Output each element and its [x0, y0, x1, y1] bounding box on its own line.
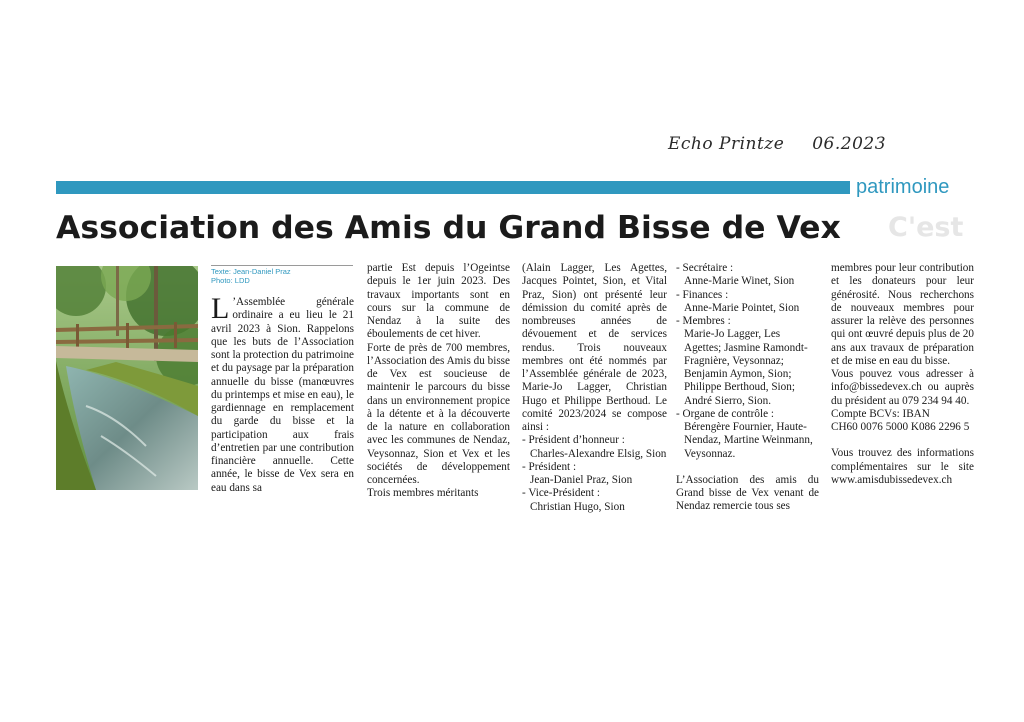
article-column-2 — [367, 262, 510, 501]
committee-name: Anne-Marie Winet, Sion — [684, 275, 795, 288]
committee-role: - Vice-Président : — [522, 487, 601, 500]
committee-role: - Président : — [522, 460, 577, 473]
article-paragraph: Trois membres méritants — [367, 487, 479, 500]
article-lead-text: ’Assemblée générale ordinaire a eu lieu le 21 avril 2023 à Sion. Rappelons que les buts de l’Association sont la protection du patrimoine et du paysage par la préparation annuelle du bisse (manœuvres du printemps et mise en eau), le gardiennage en remplacement du garde du bisse et la participation aux frais d’entretien par une contribution financière annuelle. Cette année, le bisse de Vex sera en eau dans sa — [211, 296, 354, 494]
committee-name: Christian Hugo, Sion — [530, 500, 625, 513]
committee-role: - Secrétaire : — [676, 262, 734, 274]
article-credits — [211, 265, 353, 285]
handwritten-date: 06.2023 — [812, 134, 887, 154]
credit-photo: Photo: LDD — [211, 276, 250, 285]
credit-text-author: Texte: Jean-Daniel Praz — [211, 267, 291, 276]
adjacent-article-ghost-title: C'est — [888, 212, 964, 243]
article-paragraph: Vous pouvez vous adresser à info@bissedevex.ch ou auprès du président au 079 234 94 40. — [831, 368, 974, 407]
article-paragraph — [211, 292, 354, 495]
article-paragraph: partie Est depuis l’Ogeintse depuis le 1er juin 2023. Des travaux importants sont en cours sur la commune de Nendaz à la suite des éboulements de cet hiver. — [367, 262, 510, 341]
article-paragraph: Forte de près de 700 membres, l’Association des Amis du bisse de Vex est soucieuse de maintenir le parcours du bisse dans un environnement propice à la détente et à la découverte de la nature en collaboration avec les communes de Nendaz, Veysonnaz, Sion et Vex et les sociétés de développement concernées. — [367, 341, 510, 486]
article-column-1 — [211, 292, 354, 495]
committee-name: Marie-Jo Lagger, Les Agettes; Jasmine Ramondt-Fragnière, Veysonnaz; Benjamin Aymon, Sion; Philippe Berthoud, Sion; André Sierro, Sion. — [684, 328, 808, 407]
committee-name: Jean-Daniel Praz, Sion — [530, 474, 633, 486]
committee-role: - Finances : — [676, 288, 729, 301]
article-paragraph: Vous trouvez des informations complémentaires sur le site www.amisdubissedevex.ch — [831, 447, 974, 486]
committee-name: Bérengère Fournier, Haute-Nendaz, Martine Weinmann, Veysonnaz. — [684, 421, 813, 460]
committee-name: Anne-Marie Pointet, Sion — [684, 301, 800, 314]
rubric-label: patrimoine — [856, 176, 950, 198]
article-headline: Association des Amis du Grand Bisse de Vex — [56, 210, 841, 246]
committee-role: - Membres : — [676, 315, 731, 327]
committee-name: Charles-Alexandre Elsig, Sion — [530, 447, 667, 460]
bank-iban: CH60 0076 5000 K086 2296 5 — [831, 421, 970, 433]
article-paragraph: (Alain Lagger, Les Agettes, Jacques Pointet, Sion, et Vital Praz, Sion) ont présenté leur démission du comité après de nombreuses années de dévouement et de services rendus. Trois nouveaux membres ont été nommés par l’Assemblée générale de 2023, Marie-Jo Lagger, Christian Hugo et Philippe Berthoud. Le comité 2023/2024 se compose ainsi : — [522, 262, 667, 433]
handwritten-publication: Echo Printze — [668, 134, 785, 154]
article-column-4 — [676, 262, 819, 514]
handwritten-source-note — [668, 134, 886, 154]
bisse-photo — [56, 266, 198, 490]
committee-role: - Président d’honneur : — [522, 434, 625, 447]
dropcap-letter: L — [211, 292, 230, 325]
bisse-photo-illustration — [56, 266, 198, 490]
committee-role: - Organe de contrôle : — [676, 407, 774, 420]
article-paragraph: membres pour leur contribution et les donateurs pour leur générosité. Nous recherchons de nouveaux membres pour assurer la relève des personnes qui ont œuvré depuis plus de 20 ans aux travaux de préparation et de mise en eau du bisse. — [831, 262, 974, 367]
article-column-3 — [522, 262, 667, 514]
bank-account-label: Compte BCVs: IBAN — [831, 407, 930, 420]
article-paragraph: L’Association des amis du Grand bisse de Vex venant de Nendaz remercie tous ses — [676, 473, 819, 513]
rubric-bar — [56, 181, 850, 194]
article-column-5 — [831, 262, 974, 487]
